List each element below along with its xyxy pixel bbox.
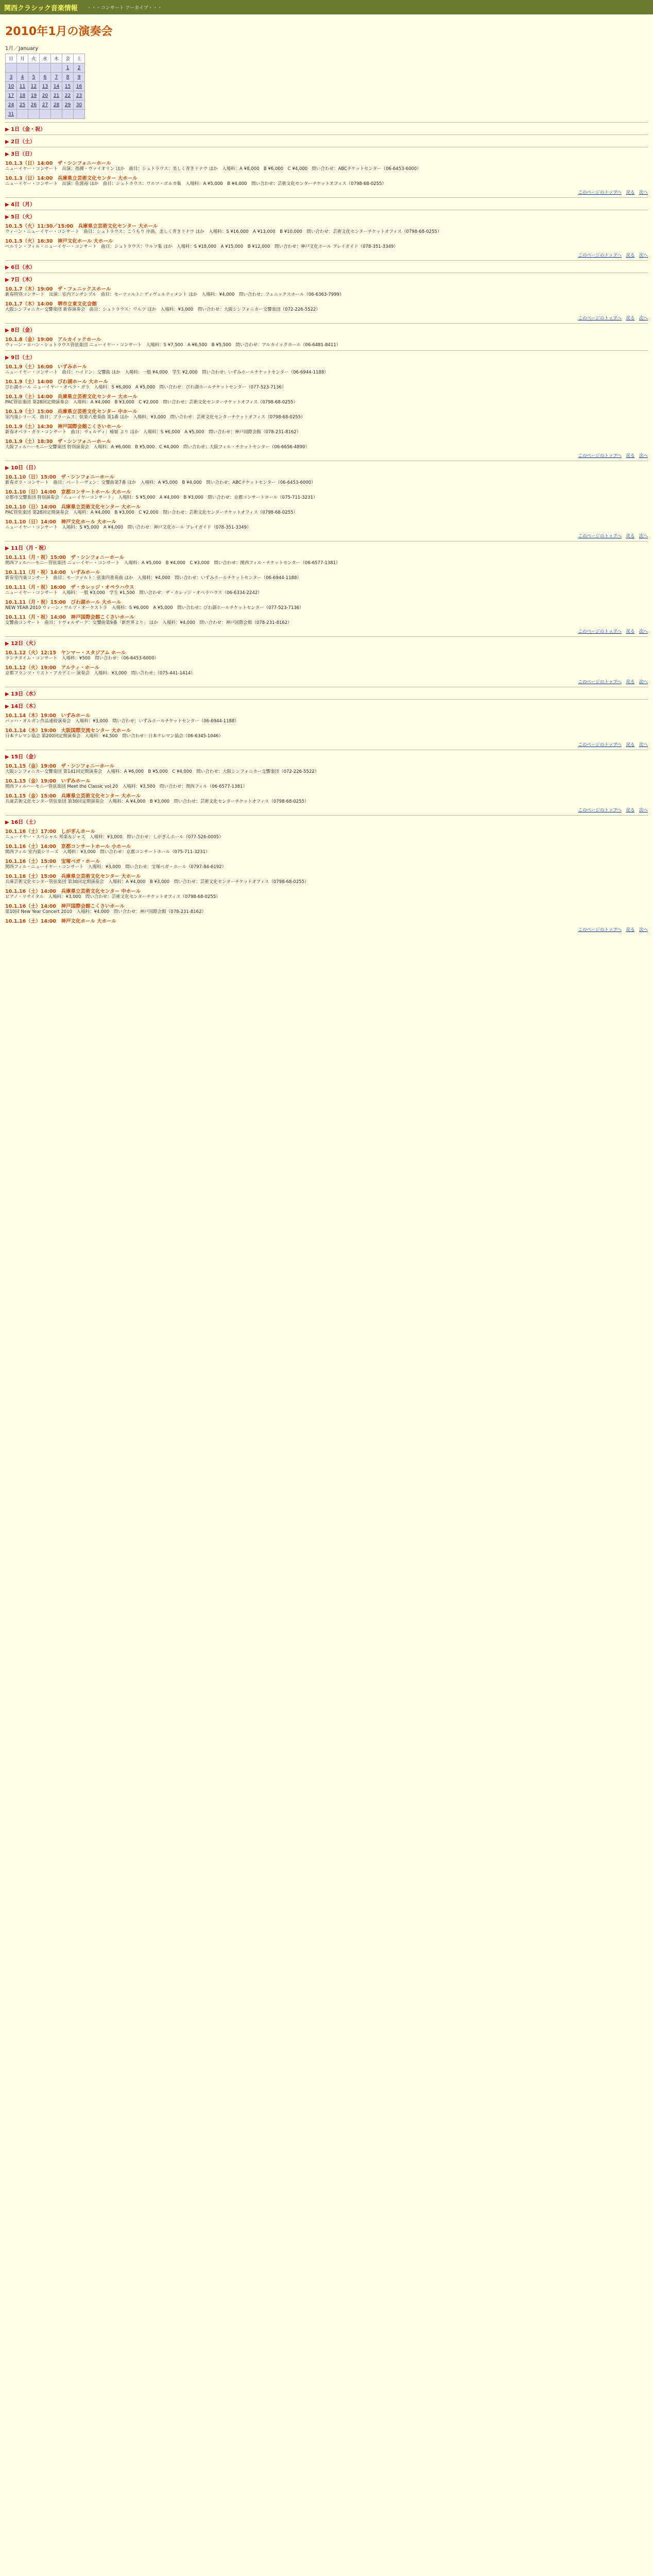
next-link[interactable]: 次へ — [639, 190, 648, 195]
event-title: 10.1.11（月・祝）15:00 びわ湖ホール 大ホール — [5, 600, 122, 605]
day-heading: ▶ 10日（日） — [5, 465, 39, 471]
back-to-top-link[interactable]: このページのトップへ — [578, 253, 622, 258]
event-title: 10.1.5（火）11:30／15:00 兵庫県立芸術文化センター 大ホール — [5, 224, 158, 229]
next-link[interactable]: 次へ — [639, 534, 648, 539]
event-title: 10.1.8（金）19:00 アルカイックホール — [5, 337, 101, 343]
event-details: ニューイヤー・コンサート 曲目：ハイドン：交響曲 ほか 入場料：一般 ¥4,000 学生 ¥2,000 問い合わせ：いずみホールチケットセンター（06-6944-1188） — [5, 370, 329, 375]
calendar-day-link[interactable]: 21 — [51, 91, 62, 100]
event-details: 京都市交響楽団 特別演奏会「ニューイヤーコンサート」 入場料：S ¥5,000 A ¥4,000 B ¥3,000 問い合わせ：京都コンサートホール（075-711-3231） — [5, 495, 318, 500]
event-title: 10.1.9（土）14:00 びわ湖ホール 大ホール — [5, 379, 108, 385]
home-link[interactable]: 戻る — [626, 927, 635, 933]
home-link[interactable]: 戻る — [626, 534, 635, 539]
weekday-header: 日 — [6, 54, 17, 63]
calendar-empty-cell — [17, 110, 28, 119]
calendar-empty-cell — [40, 110, 51, 119]
event-title: 10.1.10（日）14:00 神戸文化ホール 大ホール — [5, 519, 116, 525]
calendar-day-link[interactable]: 22 — [62, 91, 74, 100]
calendar-day-link[interactable]: 14 — [51, 82, 62, 91]
site-title[interactable]: 関西クラシック音楽情報 — [4, 4, 78, 12]
calendar-day-link[interactable]: 27 — [40, 100, 51, 110]
calendar-day-link[interactable]: 7 — [51, 73, 62, 82]
day-heading: ▶ 11日（月・祝） — [5, 546, 49, 551]
event-title: 10.1.15（金）19:00 ザ・シンフォニーホール — [5, 764, 115, 769]
event-title: 10.1.16（土）17:00 しがぎんホール — [5, 829, 95, 835]
event-details: 大阪シンフォニカー交響楽団 第141回定期演奏会 入場料：A ¥6,000 B ¥5,000 C ¥4,000 問い合わせ：大阪シンフォニカー交響楽団（072-226-5522） — [5, 769, 319, 774]
weekday-header: 金 — [62, 54, 74, 63]
event-details: 新春室内楽コンサート 曲目：モーツァルト：弦楽四重奏曲 ほか 入場料：¥4,000 問い合わせ：いずみホールチケットセンター（06-6944-1188） — [5, 575, 301, 581]
event-details: バッハ・オルガン作品連続演奏会 入場料：¥3,000 問い合わせ：いずみホールチケットセンター（06-6944-1188） — [5, 719, 239, 724]
event-details: 大阪シンフォニカー交響楽団 新春演奏会 曲目：シュトラウス：ワルツ ほか 入場料：¥3,000 問い合わせ：大阪シンフォニカー交響楽団（072-226-5522） — [5, 307, 320, 312]
page-nav — [5, 741, 648, 748]
back-to-top-link[interactable]: このページのトップへ — [578, 453, 622, 459]
calendar-day-link[interactable]: 15 — [62, 82, 74, 91]
page-nav — [5, 807, 648, 813]
back-to-top-link[interactable]: このページのトップへ — [578, 742, 622, 748]
event-title: 10.1.11（月・祝）15:00 ザ・シンフォニーホール — [5, 555, 125, 561]
event-details: 第10回 New Year Concert 2010 入場料：¥4,000 問い合わせ：神戸国際会館（078-231-8162） — [5, 909, 207, 914]
event-title: 10.1.3（日）14:00 兵庫県立芸術文化センター 大ホール — [5, 176, 138, 181]
page-nav — [5, 189, 648, 195]
event-title: 10.1.9（土）16:00 いずみホール — [5, 364, 87, 370]
calendar-day-link[interactable]: 16 — [74, 82, 85, 91]
day-heading: ▶ 8日（金） — [5, 328, 36, 333]
page-nav — [5, 679, 648, 685]
day-heading: ▶ 2日（土） — [5, 139, 36, 145]
page-nav — [5, 628, 648, 634]
divider — [5, 323, 648, 324]
next-link[interactable]: 次へ — [639, 927, 648, 933]
site-header — [0, 0, 653, 14]
next-link[interactable]: 次へ — [639, 453, 648, 459]
event-details: 関西フィル・ニューイヤー・コンサート 入場料：¥3,000 問い合わせ：宝塚ベガ・ホール（0797-84-6192） — [5, 865, 227, 870]
event-details: 新春ガラ・コンサート 曲目：ベートーヴェン：交響曲第7番 ほか 入場料：A ¥5,000 B ¥4,000 問い合わせ：ABCチケットセンター（06-6453-6000） — [5, 480, 316, 485]
event-title: 10.1.14（木）19:00 大阪国際交流センター 大ホール — [5, 728, 131, 734]
back-to-top-link[interactable]: このページのトップへ — [578, 680, 622, 685]
back-to-top-link[interactable]: このページのトップへ — [578, 808, 622, 813]
weekday-header: 水 — [40, 54, 51, 63]
event-details: 関西フィルハーモニー管弦楽団 ニューイヤー・コンサート 入場料：A ¥5,000 B ¥4,000 C ¥3,000 問い合わせ：関西フィル・チケットセンター（06-6577-1381） — [5, 561, 340, 566]
home-link[interactable]: 戻る — [626, 742, 635, 748]
event-details: 兵庫芸術文化センター管弦楽団 第30回定期演奏会 入場料：A ¥4,000 B ¥3,000 問い合わせ：芸術文化センターチケットオフィス（0798-68-0255） — [5, 799, 309, 804]
event-details: 交響曲コンサート 曲目：ドヴォルザーク：交響曲第9番「新世界より」 ほか 入場料：¥4,000 問い合わせ：神戸国際会館（078-231-8162） — [5, 620, 292, 625]
event-details: ウィーン・ヨハン・シュトラウス管弦楽団 ニューイヤー・コンサート 入場料：S ¥7,500 A ¥6,500 B ¥5,500 問い合わせ：アルカイックホール（06-6481-8411） — [5, 343, 341, 348]
event-details: ニューイヤー・コンサート 出演：佐渡裕 ほか 曲目：シュトラウス：ワルツ・ポルカ集 入場料：A ¥5,000 B ¥4,000 問い合わせ：芸術文化センターチケットオフィス（0798-68-0255） — [5, 181, 386, 187]
day-heading: ▶ 5日（火） — [5, 214, 36, 220]
calendar-day-link[interactable]: 24 — [6, 100, 17, 110]
day-heading: ▶ 15日（金） — [5, 754, 39, 760]
calendar-empty-cell — [40, 63, 51, 73]
calendar-day-link[interactable]: 25 — [17, 100, 28, 110]
event-title: 10.1.5（火）16:30 神戸文化ホール 大ホール — [5, 239, 113, 244]
event-title: 10.1.9（土）18:30 ザ・シンフォニーホール — [5, 439, 111, 445]
back-to-top-link[interactable]: このページのトップへ — [578, 316, 622, 321]
event-title: 10.1.11（月・祝）14:00 神戸国際会館こくさいホール — [5, 615, 134, 620]
divider — [5, 197, 648, 198]
event-title: 10.1.7（木）14:00 堺市立東文化会館 — [5, 301, 97, 307]
calendar-day-link[interactable]: 1 — [62, 63, 74, 73]
event-details: 日本テレマン協会 第200回定期演奏会 入場料：¥4,500 問い合わせ：日本テレマン協会（06-6345-1046） — [5, 734, 224, 739]
event-title: 10.1.16（土）14:00 兵庫県立芸術文化センター 中ホール — [5, 889, 141, 894]
calendar-day-link[interactable]: 4 — [17, 73, 28, 82]
day-heading: ▶ 14日（木） — [5, 704, 39, 709]
calendar-day-link[interactable]: 12 — [28, 82, 40, 91]
day-heading: ▶ 13日（水） — [5, 691, 39, 697]
event-title: 10.1.10（日）14:00 京都コンサートホール 大ホール — [5, 489, 131, 495]
event-details: 大阪フィルハーモニー交響楽団 特別演奏会 入場料：A ¥6,000 B ¥5,000 C ¥4,000 問い合わせ：大阪フィル・チケットセンター（06-6656-4890） — [5, 445, 310, 450]
day-heading: ▶ 16日（土） — [5, 820, 39, 825]
page-nav — [5, 452, 648, 459]
page-nav — [5, 252, 648, 258]
day-heading: ▶ 4日（月） — [5, 202, 36, 208]
event-details: NEW YEAR 2010 ウィーン・ワルツ・オーケストラ 入場料：S ¥6,000 A ¥5,000 問い合わせ：びわ湖ホールチケットセンター（077-523-7136） — [5, 605, 304, 611]
event-details: PAC管弦楽団 第28回定期演奏会 入場料：A ¥4,000 B ¥3,000 C ¥2,000 問い合わせ：芸術文化センターチケットオフィス（0798-68-0255） — [5, 510, 298, 515]
back-to-top-link[interactable]: このページのトップへ — [578, 534, 622, 539]
day-heading: ▶ 3日（日） — [5, 151, 36, 157]
event-details: PAC管弦楽団 第28回定期演奏会 入場料：A ¥4,000 B ¥3,000 C ¥2,000 問い合わせ：芸術文化センターチケットオフィス（0798-68-0255） — [5, 400, 298, 405]
day-heading: ▶ 12日（火） — [5, 641, 39, 647]
weekday-header: 火 — [28, 54, 40, 63]
day-heading: ▶ 6日（水） — [5, 265, 36, 270]
home-link[interactable]: 戻る — [626, 453, 635, 459]
home-link[interactable]: 戻る — [626, 680, 635, 685]
calendar-day-link[interactable]: 31 — [6, 110, 17, 119]
day-heading: ▶ 1日（金・祝） — [5, 127, 46, 132]
page-nav — [5, 926, 648, 933]
day-heading: ▶ 7日（木） — [5, 277, 36, 283]
event-title: 10.1.16（土）14:00 神戸文化ホール 大ホール — [5, 919, 116, 924]
back-to-top-link[interactable]: このページのトップへ — [578, 927, 622, 933]
calendar-day-link[interactable]: 17 — [6, 91, 17, 100]
calendar-day-link[interactable]: 9 — [74, 73, 85, 82]
calendar-day-link[interactable]: 3 — [6, 73, 17, 82]
home-link[interactable]: 戻る — [626, 253, 635, 258]
weekday-header: 土 — [74, 54, 85, 63]
calendar-day-link[interactable]: 11 — [17, 82, 28, 91]
event-details: ウィーン・ニューイヤー・コンサート 曲目：シュトラウス：こうもり 序曲、美しく青きドナウ ほか 入場料：S ¥16,000 A ¥13,000 B ¥10,000 問い合わせ：芸術文化センターチケットオフィス（0798-68-0255） — [5, 229, 442, 234]
next-link[interactable]: 次へ — [639, 742, 648, 748]
next-link[interactable]: 次へ — [639, 629, 648, 634]
divider — [5, 350, 648, 351]
calendar-empty-cell — [28, 110, 40, 119]
divider — [5, 636, 648, 637]
home-link[interactable]: 戻る — [626, 190, 635, 195]
divider — [5, 260, 648, 261]
event-details: 関西フィル 室内楽シリーズ 入場料：¥3,000 問い合わせ：京都コンサートホール（075-711-3231） — [5, 850, 210, 855]
calendar-day-link[interactable]: 2 — [74, 63, 85, 73]
home-link[interactable]: 戻る — [626, 629, 635, 634]
divider — [5, 122, 648, 123]
next-link[interactable]: 次へ — [639, 680, 648, 685]
calendar-day-link[interactable]: 30 — [74, 100, 85, 110]
event-details: 新春オペラ・ガラ・コンサート 曲目：ヴェルディ：椿姫 より ほか 入場料：S ¥6,000 A ¥5,000 問い合わせ：神戸国際会館（078-231-8162） — [5, 430, 301, 435]
weekday-header: 月 — [17, 54, 28, 63]
calendar — [5, 54, 85, 119]
page-nav — [5, 533, 648, 539]
event-details: 関西フィルハーモニー管弦楽団 Meet the Classic vol.20 入場料：¥3,500 問い合わせ：関西フィル（06-6577-1381） — [5, 784, 247, 789]
event-title: 10.1.11（月・祝）14:00 いずみホール — [5, 570, 100, 575]
event-details: ニューイヤー・スペシャル 邦楽＆ジャズ 入場料：¥3,000 問い合わせ：しがぎんホール（077-526-0005） — [5, 835, 224, 840]
event-title: 10.1.16（土）15:00 宝塚ベガ・ホール — [5, 859, 100, 865]
calendar-day-link[interactable]: 18 — [17, 91, 28, 100]
page-title: 2010年1月の演奏会 — [5, 25, 113, 38]
back-to-top-link[interactable]: このページのトップへ — [578, 629, 622, 634]
event-details: びわ湖ホール ニューイヤー・オペラ・ガラ 入場料：S ¥6,000 A ¥5,000 問い合わせ：びわ湖ホールチケットセンター（077-523-7136） — [5, 385, 286, 390]
calendar-empty-cell — [6, 63, 17, 73]
event-title: 10.1.9（土）14:30 神戸国際会館こくさいホール — [5, 424, 122, 430]
event-title: 10.1.15（金）19:00 いずみホール — [5, 778, 91, 784]
back-to-top-link[interactable]: このページのトップへ — [578, 190, 622, 195]
calendar-empty-cell — [51, 110, 62, 119]
calendar-day-link[interactable]: 8 — [62, 73, 74, 82]
event-details: ランチタイム・コンサート 入場料：¥500 問い合わせ：（06-6453-6000） — [5, 656, 159, 661]
next-link[interactable]: 次へ — [639, 316, 648, 321]
event-title: 10.1.12（火）19:00 アルティ・ホール — [5, 665, 100, 671]
event-title: 10.1.10（日）15:00 ザ・シンフォニーホール — [5, 474, 115, 480]
calendar-day-link[interactable]: 23 — [74, 91, 85, 100]
event-title: 10.1.14（木）19:00 いずみホール — [5, 713, 91, 719]
divider — [5, 699, 648, 700]
event-title: 10.1.12（火）12:15 ヤンマー・スタジアム ホール — [5, 650, 126, 656]
calendar-day-link[interactable]: 5 — [28, 73, 40, 82]
event-details: ニューイヤー・コンサート 出演：指揮・ヴァイオリン ほか 曲目：シュトラウス：美しく青きドナウ ほか 入場料：A ¥8,000 B ¥6,000 C ¥4,000 問い合わせ：ABCチケットセンター（06-6453-6000） — [5, 166, 421, 172]
event-title: 10.1.9（土）15:00 兵庫県立芸術文化センター 中ホール — [5, 409, 138, 415]
calendar-day-link[interactable]: 6 — [40, 73, 51, 82]
event-title: 10.1.16（土）15:00 兵庫県立芸術文化センター 大ホール — [5, 874, 141, 879]
event-details: ピアノ・リサイタル 入場料：¥3,000 問い合わせ：芸術文化センターチケットオフィス（0798-68-0255） — [5, 894, 220, 900]
divider — [5, 134, 648, 135]
event-title: 10.1.9（土）14:00 兵庫県立芸術文化センター 大ホール — [5, 394, 138, 400]
event-details: 室内楽シリーズ 曲目：ブラームス：弦楽六重奏曲 第1番 ほか 入場料：¥3,000 問い合わせ：芸術文化センターチケットオフィス（0798-68-0255） — [5, 415, 305, 420]
calendar-day-link[interactable]: 19 — [28, 91, 40, 100]
main-content — [0, 14, 653, 933]
site-subtitle: ・・・コンサート アーカイブ・・・ — [87, 5, 162, 11]
event-title: 10.1.3（日）14:00 ザ・シンフォニーホール — [5, 161, 111, 166]
page-nav — [5, 315, 648, 321]
event-title: 10.1.7（木）19:00 ザ・フェニックスホール — [5, 286, 111, 292]
event-title: 10.1.16（土）14:00 神戸国際会館こくさいホール — [5, 904, 125, 909]
event-details: ニューイヤー・コンサート 入場料：S ¥5,000 A ¥4,000 問い合わせ：神戸文化ホール プレイガイド（078-351-3349） — [5, 525, 251, 530]
calendar-day-link[interactable]: 28 — [51, 100, 62, 110]
calendar-empty-cell — [51, 63, 62, 73]
divider — [5, 815, 648, 816]
home-link[interactable]: 戻る — [626, 808, 635, 813]
calendar-empty-cell — [17, 63, 28, 73]
month-label: 1月／January — [5, 46, 39, 52]
calendar-empty-cell — [74, 110, 85, 119]
day-heading: ▶ 9日（土） — [5, 355, 36, 361]
event-details: 兵庫芸術文化センター管弦楽団 第30回定期演奏会 入場料：A ¥4,000 B ¥3,000 問い合わせ：芸術文化センターチケットオフィス（0798-68-0255） — [5, 879, 309, 885]
home-link[interactable]: 戻る — [626, 316, 635, 321]
next-link[interactable]: 次へ — [639, 808, 648, 813]
event-details: ベルリン・フィル・ニューイヤー・コンサート 曲目：シュトラウス：ワルツ集 ほか 入場料：S ¥18,000 A ¥15,000 B ¥12,000 問い合わせ：神戸文化ホール プレイガイド（078-351-3349） — [5, 244, 398, 249]
event-details: 京都フランツ・リスト・アカデミー 演奏会 入場料：¥3,000 問い合わせ：（075-441-1414） — [5, 671, 195, 676]
event-title: 10.1.15（金）15:00 兵庫県立芸術文化センター 大ホール — [5, 793, 141, 799]
event-details: 新春特別コンサート 出演：室内アンサンブル 曲目：モーツァルト：ディヴェルティメント ほか 入場料：¥4,000 問い合わせ：フェニックスホール（06-6363-7999） — [5, 292, 344, 297]
calendar-day-link[interactable]: 20 — [40, 91, 51, 100]
event-details: ニューイヤー・コンサート 入場料：一般 ¥3,000 学生 ¥1,500 問い合わせ：ザ・カレッジ・オペラハウス（06-6334-2242） — [5, 590, 262, 596]
calendar-empty-cell — [62, 110, 74, 119]
event-title: 10.1.16（土）14:00 京都コンサートホール 小ホール — [5, 844, 131, 850]
calendar-day-link[interactable]: 29 — [62, 100, 74, 110]
day-list — [5, 122, 648, 933]
event-title: 10.1.11（月・祝）16:00 ザ・カレッジ・オペラハウス — [5, 585, 134, 590]
next-link[interactable]: 次へ — [639, 253, 648, 258]
calendar-day-link[interactable]: 13 — [40, 82, 51, 91]
calendar-day-link[interactable]: 10 — [6, 82, 17, 91]
calendar-day-link[interactable]: 26 — [28, 100, 40, 110]
event-title: 10.1.10（日）14:00 兵庫県立芸術文化センター 大ホール — [5, 504, 141, 510]
calendar-empty-cell — [28, 63, 40, 73]
weekday-header: 木 — [51, 54, 62, 63]
